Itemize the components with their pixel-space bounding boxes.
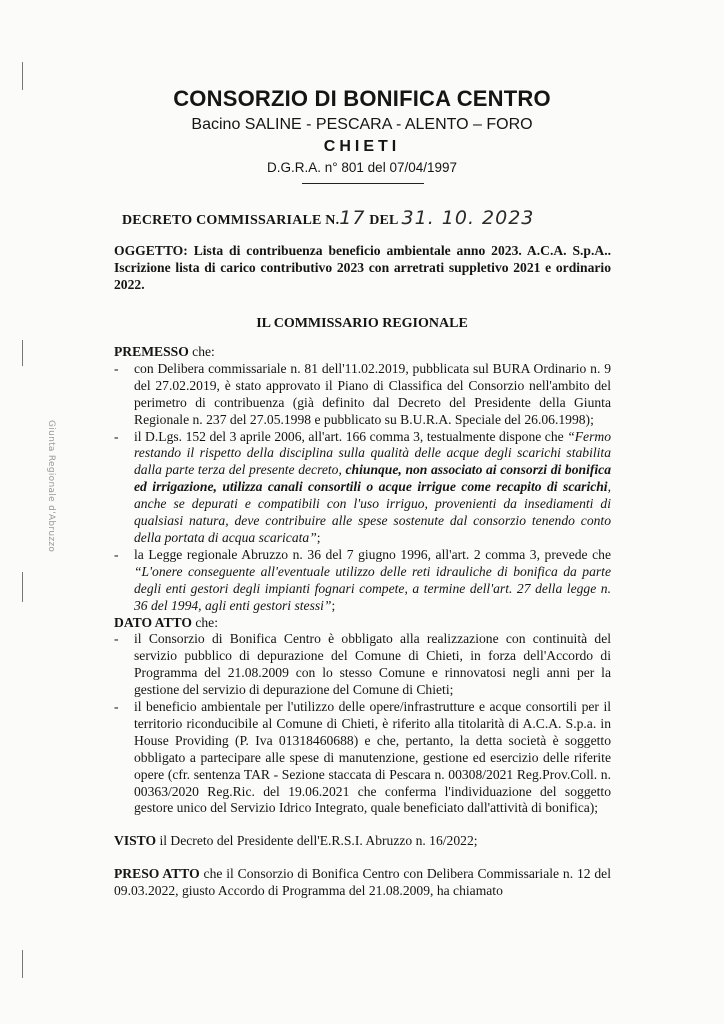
dato-atto-heading [114, 615, 611, 632]
visto-paragraph [114, 833, 611, 850]
scan-mark-lower [22, 572, 23, 602]
decree-date: 31. 10. 2023 [401, 207, 535, 229]
premesso-item-1-text: con Delibera commissariale n. 81 dell'11.02.2019, pubblicata sul BURA Ordinario n. 9 del 27.02.2019, è stato approvato il Piano di Classifica del Consorzio nell'ambito del perimetro di contribuenza (già definito dal Decreto del Presidente della Giunta Regionale n. 237 del 27.05.1998 e pubblicato su B.U.R.A. Speciale del 26.06.1998); [134, 360, 611, 427]
premesso-item-2-quote-end: , anche se depurati e compatibili con l'uso irriguo, provenienti da insediamenti di qualsiasi natura, deve contribuire alle spese sostenute dal consorzio tenendo conto della portata di acqua scaricata” [134, 479, 611, 545]
header-dgra: D.G.R.A. n° 801 del 07/04/1997 [266, 160, 458, 175]
list-item [114, 699, 611, 817]
premesso-item-2-quote: “Fermo restando il rispetto della disciplina sulla qualità delle acque degli scarichi stabilita dalla parte terza del presente decreto, [134, 428, 611, 478]
list-item [114, 429, 611, 547]
oggetto-paragraph [114, 243, 611, 294]
visto-text: il Decreto del Presidente dell'E.R.S.I. Abruzzo n. 16/2022; [156, 833, 478, 849]
premesso-heading [114, 344, 611, 361]
dato-atto-list [114, 631, 611, 817]
decree-del: DEL [369, 213, 398, 228]
premesso-item-3-quote: “L'onere conseguente all'eventuale utilizzo delle reti idrauliche di bonifica da parte degli enti gestori degli impianti fognari compete, a termine dell'art. 27 della legge n. 36 del 1994, agli enti gestori stessi” [134, 563, 611, 613]
oggetto-label: OGGETTO: [114, 243, 188, 258]
header-subtitle: Bacino SALINE - PESCARA - ALENTO – FORO [191, 116, 533, 133]
premesso-suffix: che: [188, 344, 215, 359]
dato-atto-label: DATO ATTO [114, 614, 192, 630]
premesso-item-3-end: ; [331, 597, 336, 613]
decree-label: DECRETO COMMISSARIALE N. [122, 213, 340, 228]
decree-number: 17 [339, 207, 366, 229]
list-item [114, 631, 611, 699]
preso-atto-label: PRESO ATTO [114, 866, 200, 882]
premesso-item-2-intro: il D.Lgs. 152 del 3 aprile 2006, all'art. 166 comma 3, testualmente dispone che [134, 428, 568, 444]
side-stamp: Giunta Regionale d'Abruzzo [46, 420, 56, 553]
header-divider [302, 183, 424, 184]
dato-atto-item-2-text: il beneficio ambientale per l'utilizzo delle opere/infrastrutture e acque consortili per il territorio riconducibile al Comune di Chieti, è riferito alla titolarità di A.C.A. S.p.a. in House Providing (P. Iva 01318460688) e che, pertanto, la detta società è soggetto obbligato a partecipare alle spese di manutenzione, gestione ed esercizio delle riferite opere (cfr. sentenza TAR - Sezione staccata di Pescara n. 00308/2021 Reg.Prov.Coll. n. 00363/2020 Reg.Ric. del 19.06.2021 che conferma l'individuazione del soggetto gestore unico del Servizio Idrico Integrato, quale beneficiato dall'attività di bonifica); [134, 699, 611, 816]
header-city: CHIETI [323, 138, 401, 155]
premesso-item-2-emphasis: chiunque, non associato ai consorzi di bonifica ed irrigazione, utilizza canali consortili o acque irrigue come recapito di scarichi [134, 462, 611, 495]
premesso-item-2-end: ; [316, 529, 321, 545]
header-title: CONSORZIO DI BONIFICA CENTRO [173, 86, 551, 111]
premesso-list [114, 361, 611, 615]
preso-atto-paragraph [114, 866, 611, 900]
premesso-item-3-intro: la Legge regionale Abruzzo n. 36 del 7 giugno 1996, all'art. 2 comma 3, prevede che [134, 546, 611, 562]
preso-atto-text: che il Consorzio di Bonifica Centro con Delibera Commissariale n. 12 del 09.03.2022, giusto Accordo di Programma del 21.08.2009, ha chiamato [114, 866, 611, 899]
list-item [114, 547, 611, 615]
commissario-heading: IL COMMISSARIO REGIONALE [256, 316, 468, 331]
document-body [114, 344, 611, 900]
decree-line [122, 207, 534, 229]
oggetto-text: Lista di contribuenza beneficio ambientale anno 2023. A.C.A. S.p.A.. Iscrizione lista di carico contributivo 2023 con arretrati suppletivo 2021 e ordinario 2022. [114, 243, 611, 292]
premesso-label: PREMESSO [114, 344, 189, 359]
dato-atto-item-1-text: il Consorzio di Bonifica Centro è obbligato alla realizzazione con continuità del servizio pubblico di depurazione del Comune di Chieti, in forza dell'Accordo di Programma del 21.08.2009 con lo stesso Comune e rinnovatosi negli anni per la gestione del servizio di depurazione del Comune di Chieti; [134, 631, 611, 698]
visto-label: VISTO [114, 833, 157, 849]
scan-mark-middle [22, 340, 23, 366]
scan-mark-bottom [22, 950, 23, 978]
dato-atto-suffix: che: [191, 614, 218, 630]
list-item [114, 361, 611, 429]
